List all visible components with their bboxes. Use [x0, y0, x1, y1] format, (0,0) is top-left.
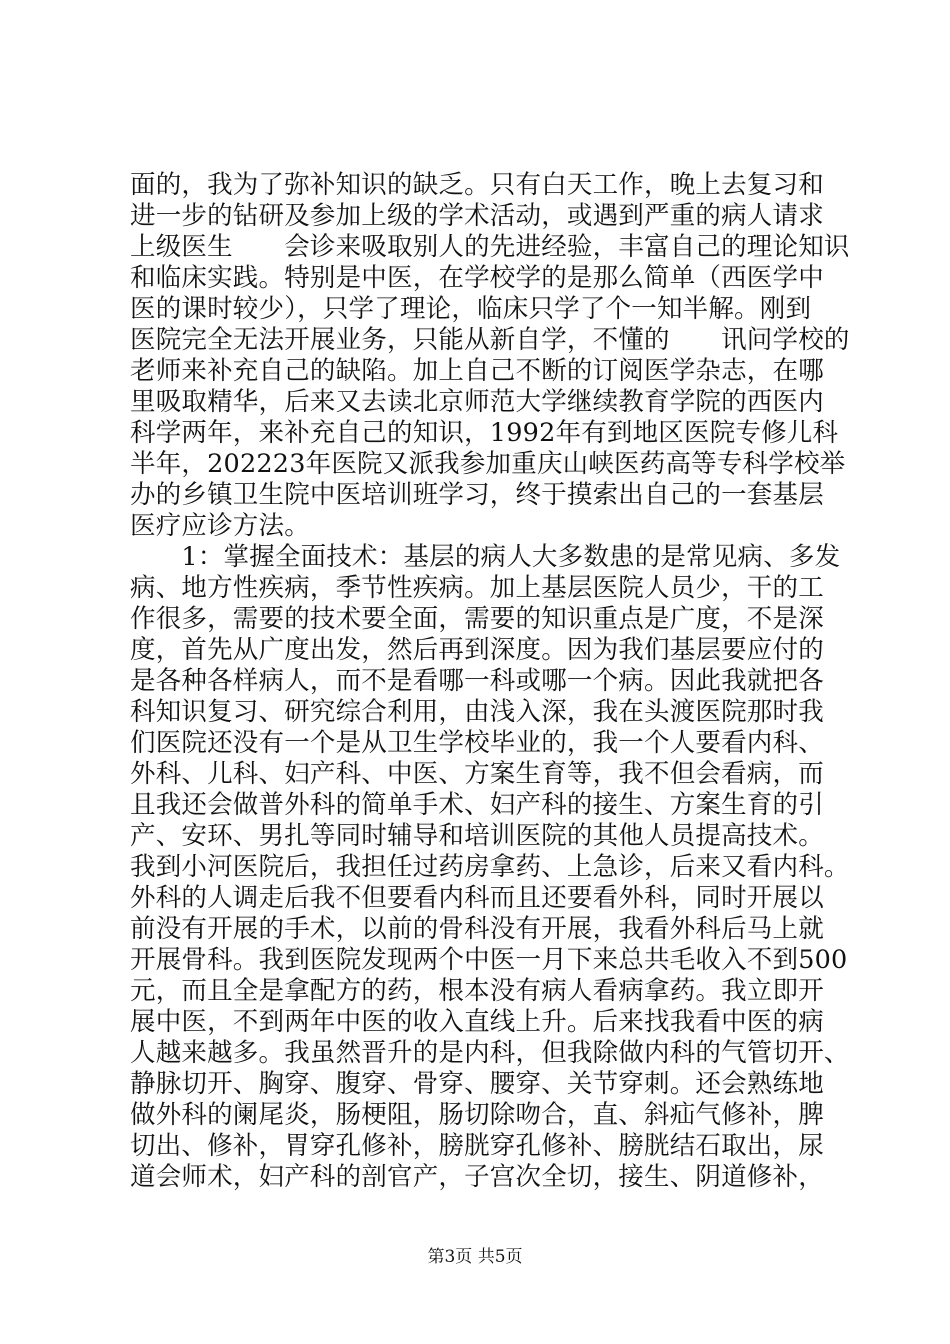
- text-line: 老师来补充自己的缺陷。加上自己不断的订阅医学杂志，在哪: [130, 356, 824, 386]
- text-line: 道会师术，妇产科的剖官产，子宫次全切，接生、阴道修补，: [130, 1162, 824, 1192]
- text-line: 上级医生 会诊来吸取别人的先进经验，丰富自己的理论知识: [130, 232, 850, 262]
- text-line: 医的课时较少），只学了理论，临床只学了个一知半解。刚到: [130, 294, 812, 324]
- text-line: 外科、儿科、妇产科、中医、方案生育等，我不但会看病，而: [130, 759, 824, 789]
- text-line: 是各种各样病人，而不是看哪一科或哪一个病。因此我就把各: [130, 666, 824, 696]
- text-line: 半年，202223年医院又派我参加重庆山峡医药高等专科学校举: [130, 449, 846, 479]
- text-line: 和临床实践。特别是中医，在学校学的是那么简单（西医学中: [130, 263, 824, 293]
- text-line: 静脉切开、胸穿、腹穿、骨穿、腰穿、关节穿刺。还会熟练地: [130, 1069, 824, 1099]
- text-line: 医院完全无法开展业务，只能从新自学，不懂的 讯问学校的: [130, 325, 850, 355]
- text-line: 产、安环、男扎等同时辅导和培训医院的其他人员提高技术。: [130, 821, 824, 851]
- text-line: 们医院还没有一个是从卫生学校毕业的，我一个人要看内科、: [130, 728, 824, 758]
- text-line: 度，首先从广度出发，然后再到深度。因为我们基层要应付的: [130, 635, 824, 665]
- text-line: 元，而且全是拿配方的药，根本没有病人看病拿药。我立即开: [130, 976, 824, 1006]
- text-line: 展中医，不到两年中医的收入直线上升。后来找我看中医的病: [130, 1007, 824, 1037]
- body-text: [130, 170, 850, 1193]
- text-line: 1：掌握全面技术：基层的病人大多数患的是常见病、多发: [130, 542, 841, 572]
- text-line: 我到小河医院后，我担任过药房拿药、上急诊，后来又看内科。: [130, 852, 850, 882]
- text-line: 科知识复习、研究综合利用，由浅入深，我在头渡医院那时我: [130, 697, 824, 727]
- text-line: 医疗应诊方法。: [130, 511, 310, 541]
- text-line: 且我还会做普外科的简单手术、妇产科的接生、方案生育的引: [130, 790, 824, 820]
- text-line: 作很多，需要的技术要全面，需要的知识重点是广度，不是深: [130, 604, 824, 634]
- text-line: 前没有开展的手术，以前的骨科没有开展，我看外科后马上就: [130, 914, 824, 944]
- text-line: 办的乡镇卫生院中医培训班学习，终于摸索出自己的一套基层: [130, 480, 824, 510]
- text-line: 科学两年，来补充自己的知识，1992年有到地区医院专修儿科: [130, 418, 839, 448]
- text-line: 进一步的钻研及参加上级的学术活动，或遇到严重的病人请求: [130, 201, 824, 231]
- text-line: 切出、修补，胃穿孔修补，膀胱穿孔修补、膀胱结石取出，尿: [130, 1131, 824, 1161]
- page-number-footer: 第3页 共5页: [427, 1247, 523, 1267]
- text-line: 做外科的阑尾炎，肠梗阻，肠切除吻合，直、斜疝气修补，脾: [130, 1100, 824, 1130]
- text-line: 病、地方性疾病，季节性疾病。加上基层医院人员少，干的工: [130, 573, 824, 603]
- text-line: 人越来越多。我虽然晋升的是内科，但我除做内科的气管切开、: [130, 1038, 850, 1068]
- text-line: 面的，我为了弥补知识的缺乏。只有白天工作，晚上去复习和: [130, 170, 824, 200]
- text-line: 开展骨科。我到医院发现两个中医一月下来总共毛收入不到500: [130, 945, 848, 975]
- text-line: 外科的人调走后我不但要看内科而且还要看外科，同时开展以: [130, 883, 824, 913]
- text-line: 里吸取精华，后来又去读北京师范大学继续教育学院的西医内: [130, 387, 824, 417]
